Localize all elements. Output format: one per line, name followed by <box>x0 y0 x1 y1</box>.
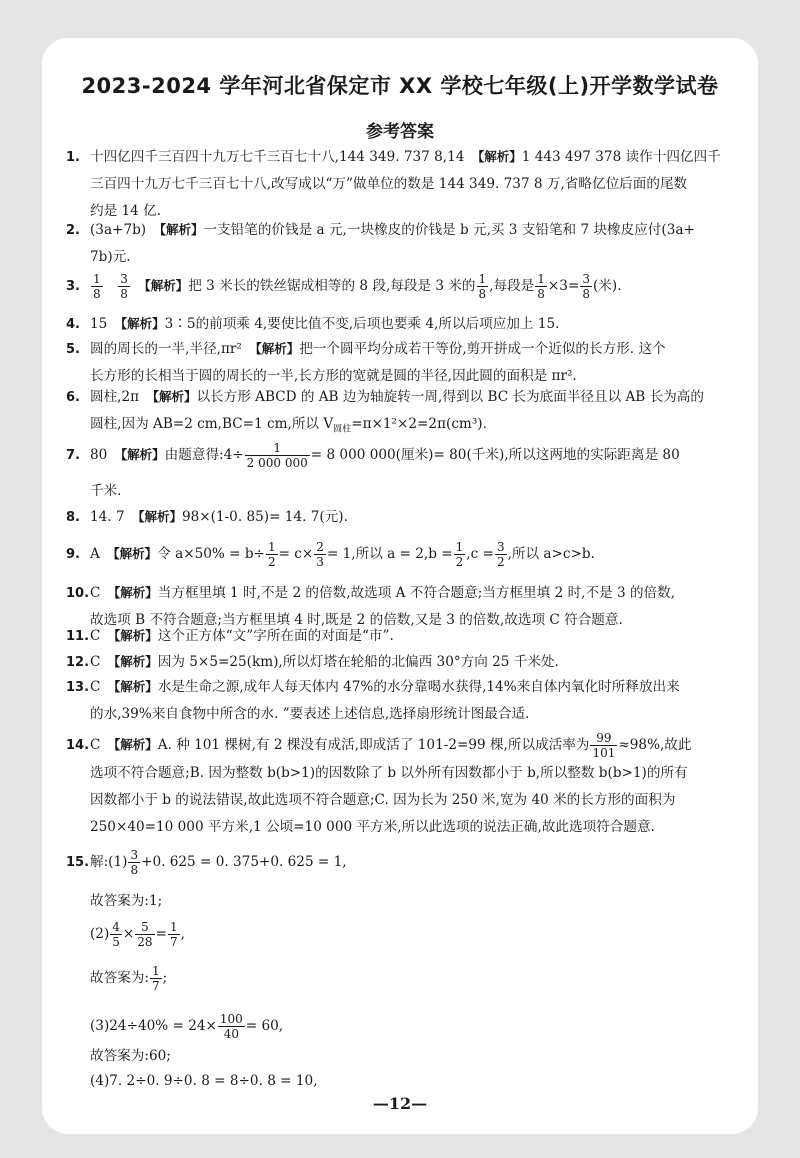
answer-item: 9. A 【解析】令 a×50% = b÷ $\frac{1}{2}$ = c× $\frac{2}{3}$ = 1,所以 a = 2,b = $\frac{1}{2}$ ,c = $\frac{3}{2}$ ,所以 a>c>b. <box>66 540 595 569</box>
answer-item-15: 15.解:(1) $\frac{3}{8}$ +0. 625 = 0. 375+0. 625 = 1, <box>66 848 347 877</box>
answer-line: 故答案为: $\frac{1}{7}$ ; <box>90 964 168 993</box>
answer-line: 故答案为:60; <box>90 1048 171 1064</box>
answer-item: 6. 圆柱,2π 【解析】以长方形 ABCD 的 AB 边为轴旋转一周,得到以 BC 长为底面半径且以 AB 长为高的 圆柱,因为 AB=2 cm,BC=1 cm,所以 $V_{圆柱}=\pi\times 1^2\times 2=2\pi(cm^3)$. <box>66 389 704 435</box>
answer-item: 13.C 【解析】水是生命之源,成年人每天体内 47%的水分靠喝水获得,14%来自体内氧化时所释放出来 的水,39%来自食物中所含的水. ”要表述上述信息,选择扇形统计图最合适. <box>66 679 680 722</box>
answer-item: 5. 圆的周长的一半,半径,πr² 【解析】把一个圆平均分成若干等份,剪开拼成一个近似的长方形. 这个 长方形的长相当于圆的周长的一半,长方形的宽就是圆的半径,因此圆的面积是 πr². <box>66 341 666 384</box>
answer-item: 12.C 【解析】因为 5×5=25(km),所以灯塔在轮船的北偏西 30°方向 25 千米处. <box>66 654 559 670</box>
answer-item: 1. 十四亿四千三百四十九万七千三百七十八,144 349. 737 8,14 【解析】1 443 497 378 读作十四亿四千 三百四十九万七千三百七十八,改写成以“万”做单位的数是 144 349. 737 8 万,省略亿位后面的尾数 约是 14 亿. <box>66 149 721 219</box>
answer-item: 11.C 【解析】这个正方体“文”字所在面的对面是“市”. <box>66 628 394 644</box>
answer-line: (2) $\frac{4}{5}$ × $\frac{5}{28}$ = $\frac{1}{7}$ , <box>90 920 185 949</box>
answer-line: (4)7. 2÷0. 9÷0. 8 = 8÷0. 8 = 10, <box>90 1073 318 1089</box>
answer-line: (3)24÷40% = 24× $\frac{100}{40}$ = 60, <box>90 1012 284 1041</box>
answer-line: 故答案为:1; <box>90 893 163 909</box>
answer-item: 7. 80 【解析】由题意得:4÷ $\frac{1}{2 000 000}$ = 8 000 000(厘米)= 80(千米),所以这两地的实际距离是 80 千米. <box>66 441 680 499</box>
answer-item: 3. $\frac{1}{8}$ $\frac{3}{8}$ 【解析】把 3 米长的铁丝锯成相等的 8 段,每段是 3 米的 $\frac{1}{8}$ ,每段是 $\frac{1}{8}$ ×3= $\frac{3}{8}$ (米). <box>66 272 622 301</box>
page-subtitle: 参考答案 <box>366 122 434 142</box>
answer-item: 4. 15 【解析】3∶5的前项乘 4,要使比值不变,后项也要乘 4,所以后项应加上 15. <box>66 316 560 332</box>
page-title: 2023-2024 学年河北省保定市 XX 学校七年级(上)开学数学试卷 <box>81 74 719 98</box>
page-number: —12— <box>372 1094 428 1113</box>
answer-item: 2. (3a+7b) 【解析】一支铅笔的价钱是 a 元,一块橡皮的价钱是 b 元,买 3 支铅笔和 7 块橡皮应付(3a+ 7b)元. <box>66 222 695 265</box>
answer-item: 14.C 【解析】A. 种 101 棵树,有 2 棵没有成活,即成活了 101-2=99 棵,所以成活率为 $\frac{99}{101}$ ≈98%,故此 选项不符合题意;B. 因为整数 b(b>1)的因数除了 b 以外所有因数都小于 b,所以整数 b(b>1)的所有 因数都小于 b 的说法错误,故此选项不符合题意;C. 因为长为 250 米,宽为 40 米的长方形的面积为 250×40=10 000 平方米,1 公顷=10 000 平方米,所以此选项的说法正确,故此选项符合题意. <box>66 731 692 835</box>
answer-item: 8. 14. 7 【解析】98×(1-0. 85)= 14. 7(元). <box>66 509 348 525</box>
answer-item: 10.C 【解析】当方框里填 1 时,不是 2 的倍数,故选项 A 不符合题意;当方框里填 2 时,不是 3 的倍数, 故选项 B 不符合题意;当方框里填 4 时,既是 2 的倍数,又是 3 的倍数,故选项 C 符合题意. <box>66 585 676 628</box>
